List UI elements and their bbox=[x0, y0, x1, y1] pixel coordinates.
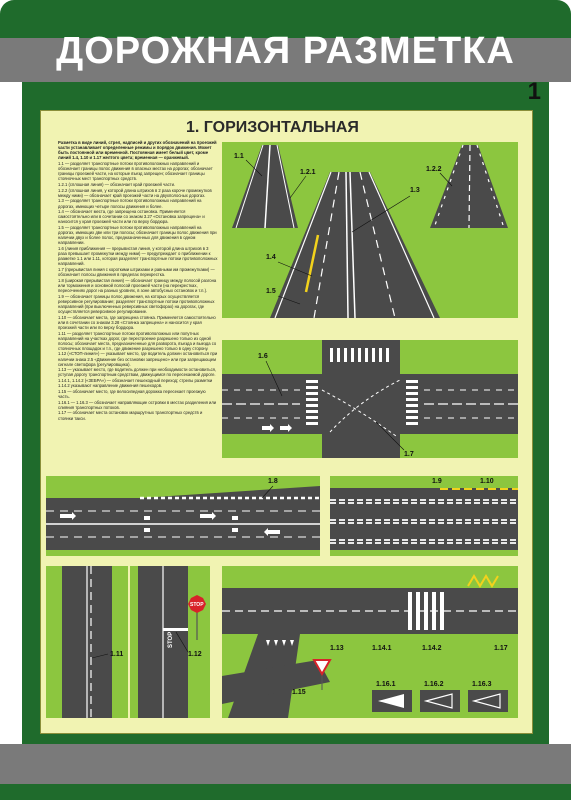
label-1-3: 1.3 bbox=[410, 187, 420, 194]
text-paragraph: 1.6 (линия приближения — прерывистая линия, у которой длина штрихов в 3 раза превышает промежутки между ними) — предупреждает о приближении к разметке 1.1 или 1.11, которая разделяет транспортные потоки противоположных направлений. bbox=[58, 246, 218, 267]
poster-title: ДОРОЖНАЯ РАЗМЕТКА bbox=[56, 30, 515, 72]
label-1-2-1: 1.2.1 bbox=[300, 169, 316, 176]
label-1-13: 1.13 bbox=[330, 645, 344, 652]
label-1-11: 1.11 bbox=[110, 651, 124, 658]
panel-intersection bbox=[222, 340, 518, 458]
text-paragraph: 1.5 — разделяет транспортные потоки противоположных направлений на дорогах, имеющих две или три полосы; обозначает границы полос движения при наличии двух и более полос, предназначенных для движения в одном направлении. bbox=[58, 225, 217, 246]
text-paragraph: 1.15 — обозначает место, где велосипедная дорожка пересекает проезжую часть. bbox=[58, 388, 206, 399]
label-1-12: 1.12 bbox=[188, 651, 202, 658]
label-1-8: 1.8 bbox=[268, 478, 278, 485]
panel-road-1-8 bbox=[46, 476, 320, 556]
text-paragraph: Разметка в виде линий, стрел, надписей и других обозначений на проезжей части устанавливает определенные режимы и порядок движения. Может быть постоянной или временной. Постоянная имеет белый цвет, кроме линий 1.4, 1.10 и 1.17 желтого цвета; временная — оранжевый. bbox=[58, 140, 217, 161]
sheet-number: 1 bbox=[527, 78, 541, 105]
label-1-7: 1.7 bbox=[404, 451, 414, 458]
label-1-5: 1.5 bbox=[266, 288, 276, 295]
text-paragraph: 1.14.1, 1.14.2 («ЗЕБРА») — обозначает пешеходный переход; стрелы разметки 1.14.2 указывают направление движения пешеходов. bbox=[58, 378, 213, 389]
text-paragraph: 1.3 — разделяет транспортные потоки противоположных направлений на дорогах, имеющих четыре полосы движения и более. bbox=[58, 198, 202, 209]
stop-sign-text: STOP bbox=[190, 602, 204, 608]
text-paragraph: 1.1 — разделяет транспортные потоки противоположных направлений и обозначает границы полос движения в опасных местах на дорогах; обозначает границы проезжей части, на которые въезд запрещен; обозначает границы стояночных мест транспортных средств. bbox=[58, 160, 213, 182]
label-1-15: 1.15 bbox=[292, 689, 306, 696]
label-1-2-2: 1.2.2 bbox=[426, 166, 442, 173]
panel-road-1-9-1-10 bbox=[330, 476, 518, 556]
text-paragraph: 1.10 — обозначает места, где запрещена стоянка. Применяется самостоятельно или в сочетании со знаком 3.28 «Стоянка запрещена» и наносится у края проезжей части или по верху бордюра. bbox=[58, 314, 216, 330]
text-paragraph: 1.13 — указывает место, где водитель должен при необходимости остановиться, уступая дорогу транспортным средствам, движущимся по пересекаемой дороге. bbox=[58, 367, 217, 378]
label-1-16-2: 1.16.2 bbox=[424, 681, 444, 688]
text-paragraph: 1.2.2 (сплошная линия, у которой длина штрихов в 2 раза короче промежутков между ними) — обозначает край проезжей части на двухполосных дорогах. bbox=[58, 187, 212, 198]
text-paragraph: 1.11 — разделяет транспортные потоки противоположных или попутных направлений на участках дорог, где перестроение разрешено только из одной полосы; обозначает места, предназначенные для разворота, въезда и выезда со стояночных площадок и т.п., где движение разрешено только в одну сторону. bbox=[58, 330, 217, 351]
text-paragraph: 1.17 — обозначает места остановок маршрутных транспортных средств и стоянки такси. bbox=[58, 410, 203, 421]
text-paragraph: 1.4 — обозначает места, где запрещена остановка. Применяется самостоятельно или в сочетании со знаком 3.27 «Остановка запрещена» и наносится у края проезжей части или по верху бордюра. bbox=[58, 209, 205, 225]
panel-road-1-11 bbox=[46, 566, 128, 718]
label-1-16-1: 1.16.1 bbox=[376, 681, 396, 688]
text-paragraph: 1.8 (широкая прерывистая линия) — обозначает границу между полосой разгона или торможения и основной полосой проезжей части (на перекрестках, пересечениях дорог на разных уровнях, в зоне автобусных остановок и т.п.). bbox=[58, 277, 217, 293]
label-1-14-1: 1.14.1 bbox=[372, 645, 392, 652]
road-stop-word: STOP bbox=[168, 631, 174, 648]
label-1-6: 1.6 bbox=[258, 353, 268, 360]
text-paragraph: 1.16.1 — 1.16.3 — обозначает направляющие островки в местах разделения или слияния транспортных потоков. bbox=[58, 399, 217, 410]
panel-bottom-right bbox=[222, 566, 518, 718]
section-heading: 1. ГОРИЗОНТАЛЬНАЯ bbox=[186, 119, 359, 136]
label-1-16-3: 1.16.3 bbox=[472, 681, 492, 688]
label-1-10: 1.10 bbox=[480, 478, 494, 485]
label-1-14-2: 1.14.2 bbox=[422, 645, 442, 652]
panel-perspective-roads bbox=[222, 142, 518, 318]
panel-road-1-12 bbox=[130, 566, 210, 718]
text-paragraph: 1.12 («СТОП-линия») — указывает место, где водитель должен остановиться при наличии знака 2.5 «Движение без остановки запрещено» или при запрещающем сигнале светофора (регулировщика). bbox=[58, 351, 218, 367]
label-1-17: 1.17 bbox=[494, 645, 508, 652]
label-1-4: 1.4 bbox=[266, 254, 276, 261]
label-1-9: 1.9 bbox=[432, 478, 442, 485]
text-paragraph: 1.2.1 (сплошная линия) — обозначает край проезжей части. bbox=[58, 181, 176, 187]
text-paragraph: 1.9 — обозначает границы полос движения, на которых осуществляется реверсивное регулирование; разделяет транспортные потоки противоположных направлений (при выключенных реверсивных светофорах) на дорогах, где осуществляется реверсивное регулирование. bbox=[58, 293, 215, 314]
text-paragraph: 1.7 (прерывистая линия с короткими штрихами и равными им промежутками) — обозначает полосы движения в пределах перекрестка. bbox=[58, 267, 215, 278]
label-1-1: 1.1 bbox=[234, 153, 244, 160]
islands-1-16 bbox=[372, 690, 508, 712]
